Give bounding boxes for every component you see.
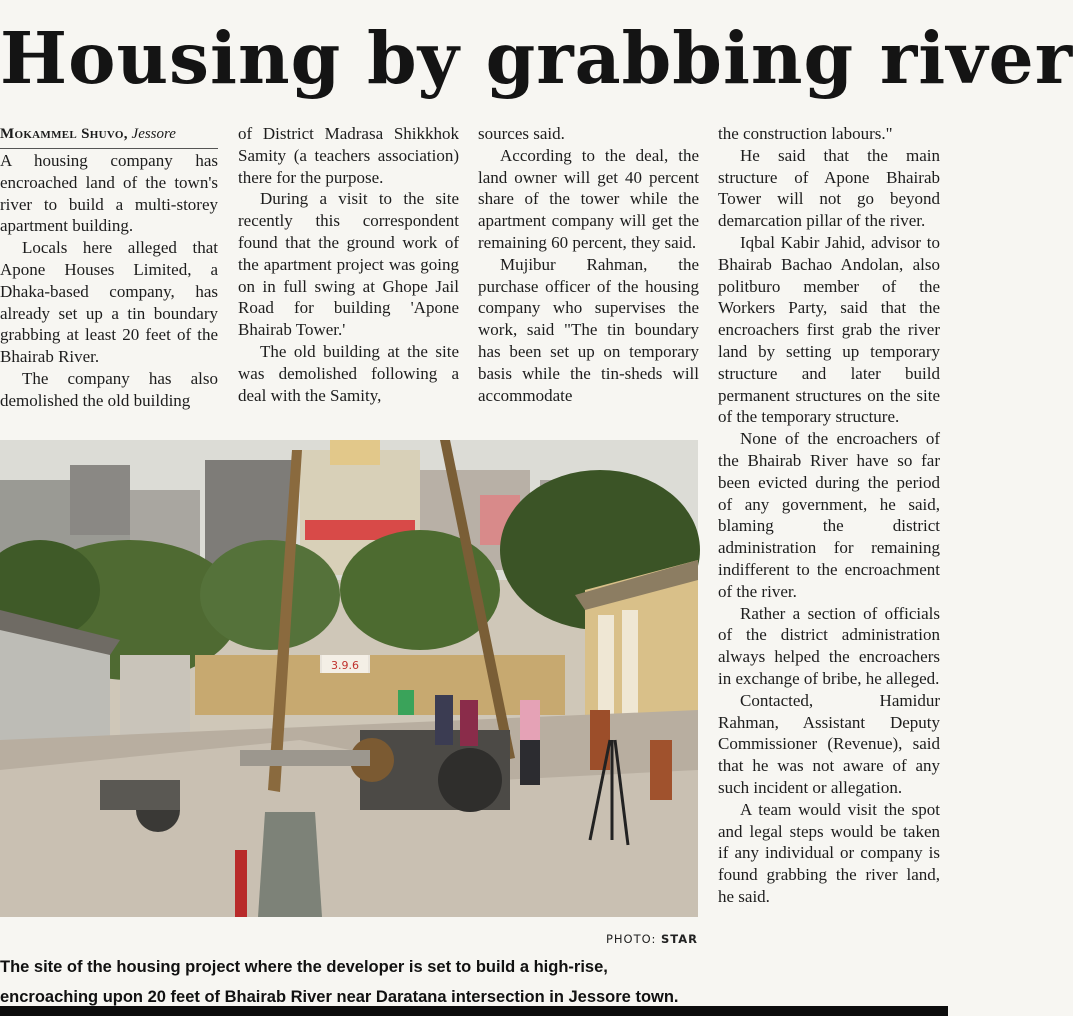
article-column-1 xyxy=(0,150,218,412)
paragraph: A housing company has encroached land of the town's river to build a multi-storey apartment building. xyxy=(0,151,218,236)
photo-signboard-text: 3.9.6 xyxy=(331,659,359,672)
article-column-3 xyxy=(478,123,699,406)
paragraph: Contacted, Hamidur Rahman, Assistant Deputy Commissioner (Revenue), said that he was not aware of any such incident or allegation. xyxy=(718,690,940,797)
photo-credit-prefix: PHOTO: xyxy=(605,932,657,946)
article-column-2 xyxy=(238,123,459,406)
paragraph: Locals here alleged that Apone Houses Limited, a Dhaka-based company, has already set up a tin boundary grabbing at least 20 feet of the Bhairab River. xyxy=(0,238,218,367)
byline-author: Mokammel Shuvo, xyxy=(0,126,128,142)
byline-place: Jessore xyxy=(131,126,176,142)
paragraph: sources said. xyxy=(478,124,565,143)
paragraph: A team would visit the spot and legal steps would be taken if any individual or company is found grabbing the river land, he said. xyxy=(718,799,940,906)
byline xyxy=(0,123,218,149)
paragraph: Iqbal Kabir Jahid, advisor to Bhairab Bachao Andolan, also politburo member of the Workers Party, said that the encroachers first grab the river land by setting up temporary structure and later build permanent structures on the site of the temporary structure. xyxy=(718,232,940,427)
paragraph: Mujibur Rahman, the purchase officer of the housing company who supervises the work, said "The tin boundary has been set up on temporary basis while the tin-sheds will accommodate xyxy=(478,254,699,405)
paragraph: During a visit to the site recently this correspondent found that the ground work of the apartment project was going on in full swing at Ghope Jail Road for building 'Apone Bhairab Tower.' xyxy=(238,189,459,340)
article-column-4 xyxy=(718,123,940,908)
paragraph: None of the encroachers of the Bhairab River have so far been evicted during the period of any government, he said, blaming the district administration for remaining indifferent to the encroachment of the river. xyxy=(718,429,940,601)
construction-site-photo xyxy=(0,440,698,917)
paragraph: He said that the main structure of Apone Bhairab Tower will not go beyond demarcation pillar of the river. xyxy=(718,145,940,231)
paragraph: The old building at the site was demolished following a deal with the Samity, xyxy=(238,341,459,405)
photo-credit xyxy=(606,932,698,946)
paragraph: of District Madrasa Shikkhok Samity (a teachers association) there for the purpose. xyxy=(238,124,459,187)
photo-credit-source: STAR xyxy=(661,932,698,946)
page-bottom-rule xyxy=(0,1006,948,1016)
headline: Housing by grabbing river xyxy=(0,16,1073,100)
photo-illustration xyxy=(0,440,698,917)
paragraph: According to the deal, the land owner will get 40 percent share of the tower while the apartment company will get the remaining 60 percent, they said. xyxy=(478,145,699,252)
paragraph: Rather a section of officials of the district administration always helped the encroachers in exchange of bribe, he alleged. xyxy=(718,603,940,688)
photo-caption: The site of the housing project where the developer is set to build a high-rise, encroaching upon 20 feet of Bhairab River near Daratana intersection in Jessore town. xyxy=(0,958,679,1006)
paragraph: The company has also demolished the old building xyxy=(0,368,218,410)
paragraph: the construction labours." xyxy=(718,124,893,143)
